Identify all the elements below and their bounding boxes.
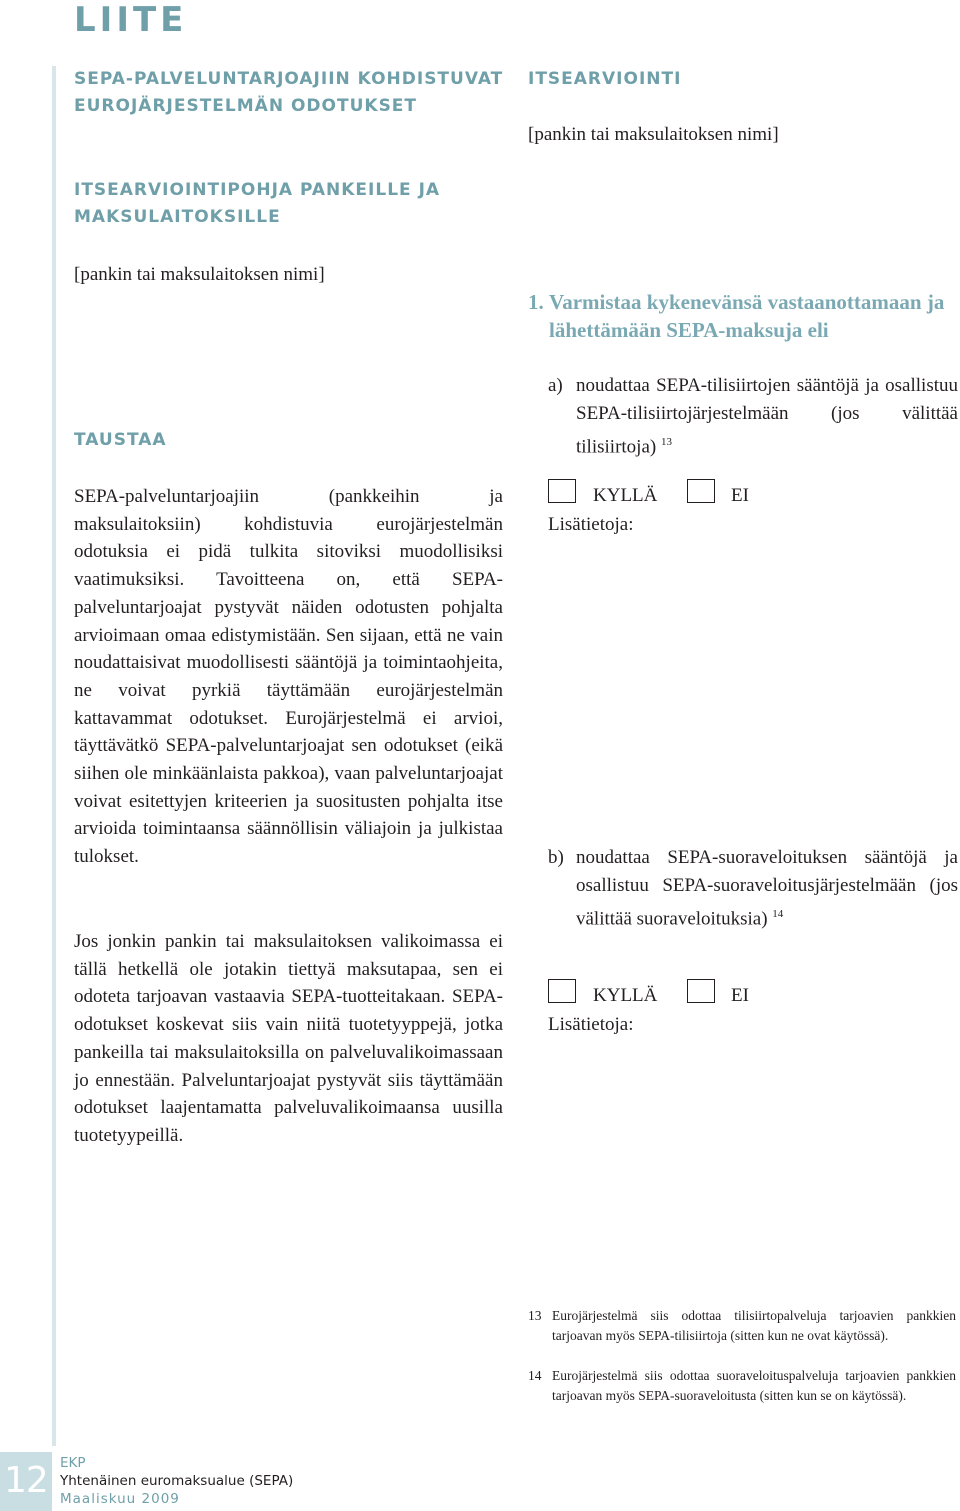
footer-org: EKP bbox=[60, 1455, 86, 1471]
footnote-number: 13 bbox=[528, 1308, 542, 1323]
criterion-a-label: a) bbox=[548, 375, 563, 396]
criterion-a-text: noudattaa SEPA-tilisiirtojen sääntöjä ja osallistuu SEPA-tilisiirtojärjestelmään (jos välittää tilisiirtoja) $^{13}$ bbox=[576, 375, 958, 458]
heading-self-assessment: ITSEARVIOINTI bbox=[528, 69, 682, 89]
page-number: 12 bbox=[4, 1460, 48, 1501]
bank-name-placeholder-left: [pankin tai maksulaitoksen nimi] bbox=[74, 264, 325, 285]
footer-publication: Yhtenäinen euromaksualue (SEPA) bbox=[60, 1473, 294, 1489]
heading-expectations: SEPA-PALVELUNTARJOAJIIN KOHDISTUVAT EUROJÄRJESTELMÄN ODOTUKSET bbox=[74, 69, 504, 116]
yes-checkbox-b[interactable] bbox=[548, 979, 576, 1003]
no-label-a: EI bbox=[731, 485, 749, 506]
margin-rule bbox=[52, 66, 56, 1446]
no-label-b: EI bbox=[731, 985, 749, 1006]
heading-self-assessment-template: ITSEARVIOINTIPOHJA PANKEILLE JA MAKSULAITOKSILLE bbox=[74, 180, 441, 227]
footnote-text: Eurojärjestelmä siis odottaa tilisiirtopalveluja tarjoavien pankkien tarjoavan myös SEPA-tilisiirtoja (sitten kun ne ovat käytössä). bbox=[552, 1308, 956, 1343]
background-paragraph-2: Jos jonkin pankin tai maksulaitoksen valikoimassa ei tällä hetkellä ole jotakin tiettyä maksutapaa, sen ei odoteta tarjoavan vastaavia SEPA-tuotteitakaan. SEPA-odotukset koskevat siis vain niitä tuotetyyppejä, jotka pankeilla tai maksulaitoksilla on palveluvalikoimassaan jo ennestään. Palveluntarjoajat pystyvät siis täyttämään odotukset laajentamatta palveluvalikoimaansa uusilla tuotetyypeillä. bbox=[74, 931, 503, 1146]
bank-name-placeholder-right: [pankin tai maksulaitoksen nimi] bbox=[528, 124, 779, 145]
footnote-ref-14: 14 bbox=[772, 908, 784, 920]
no-checkbox-b[interactable] bbox=[687, 979, 715, 1003]
page-title: LIITE bbox=[74, 0, 188, 40]
section-title: Varmistaa kykenevänsä vastaanottamaan ja lähettämään SEPA-maksuja eli bbox=[549, 290, 945, 342]
footnote-14 bbox=[528, 1366, 958, 1426]
no-checkbox-a[interactable] bbox=[687, 479, 715, 503]
criterion-b-text: noudattaa SEPA-suoraveloituksen sääntöjä ja osallistuu SEPA-suoraveloitusjärjestelmään (jos välittää suoraveloituksia) $^{14}$ bbox=[576, 847, 958, 930]
footer-date: Maaliskuu 2009 bbox=[60, 1491, 180, 1507]
footnote-13 bbox=[528, 1306, 958, 1366]
background-paragraph-1: SEPA-palveluntarjoajiin (pankkeihin ja maksulaitoksiin) kohdistuvia eurojärjestelmän odotuksia ei pidä tulkita sitoviksi muodollisiksi vaatimuksiksi. Tavoitteena on, että SEPA-palveluntarjoajat pystyvät näiden odotusten pohjalta arvioimaan omaa edistymistään. Sen sijaan, että ne vain noudattaisivat muodollisesti sääntöjä ja toimintaohjeita, ne voivat pyrkiä täyttämään eurojärjestelmän kattavammat odotukset. Eurojärjestelmä ei arvioi, täyttävätkö SEPA-palveluntarjoajat sen odotukset (eikä siihen ole minkäänlaista pakkoa), vaan palveluntarjoajat voivat esitettyjen kriteerien ja suositusten pohjalta itse arvioida toimintaansa säännöllisin väliajoin ja julkistaa tulokset. bbox=[74, 486, 503, 868]
additional-info-label-a: Lisätietoja: bbox=[548, 514, 634, 535]
footnote-number: 14 bbox=[528, 1368, 542, 1383]
yes-label-b: KYLLÄ bbox=[593, 985, 658, 1006]
footnote-text: Eurojärjestelmä siis odottaa suoraveloituspalveluja tarjoavien pankkien tarjoavan myös SEPA-suoraveloitusta (sitten kun se on käytössä). bbox=[552, 1368, 956, 1403]
yes-checkbox-a[interactable] bbox=[548, 479, 576, 503]
yes-label-a: KYLLÄ bbox=[593, 485, 658, 506]
criterion-b-label: b) bbox=[548, 847, 564, 868]
additional-info-label-b: Lisätietoja: bbox=[548, 1014, 634, 1035]
section-number: 1. bbox=[528, 290, 544, 314]
footnote-ref-13: 13 bbox=[660, 436, 672, 448]
heading-background: TAUSTAA bbox=[74, 430, 167, 450]
criterion-a bbox=[548, 372, 958, 462]
criterion-b bbox=[548, 844, 958, 959]
